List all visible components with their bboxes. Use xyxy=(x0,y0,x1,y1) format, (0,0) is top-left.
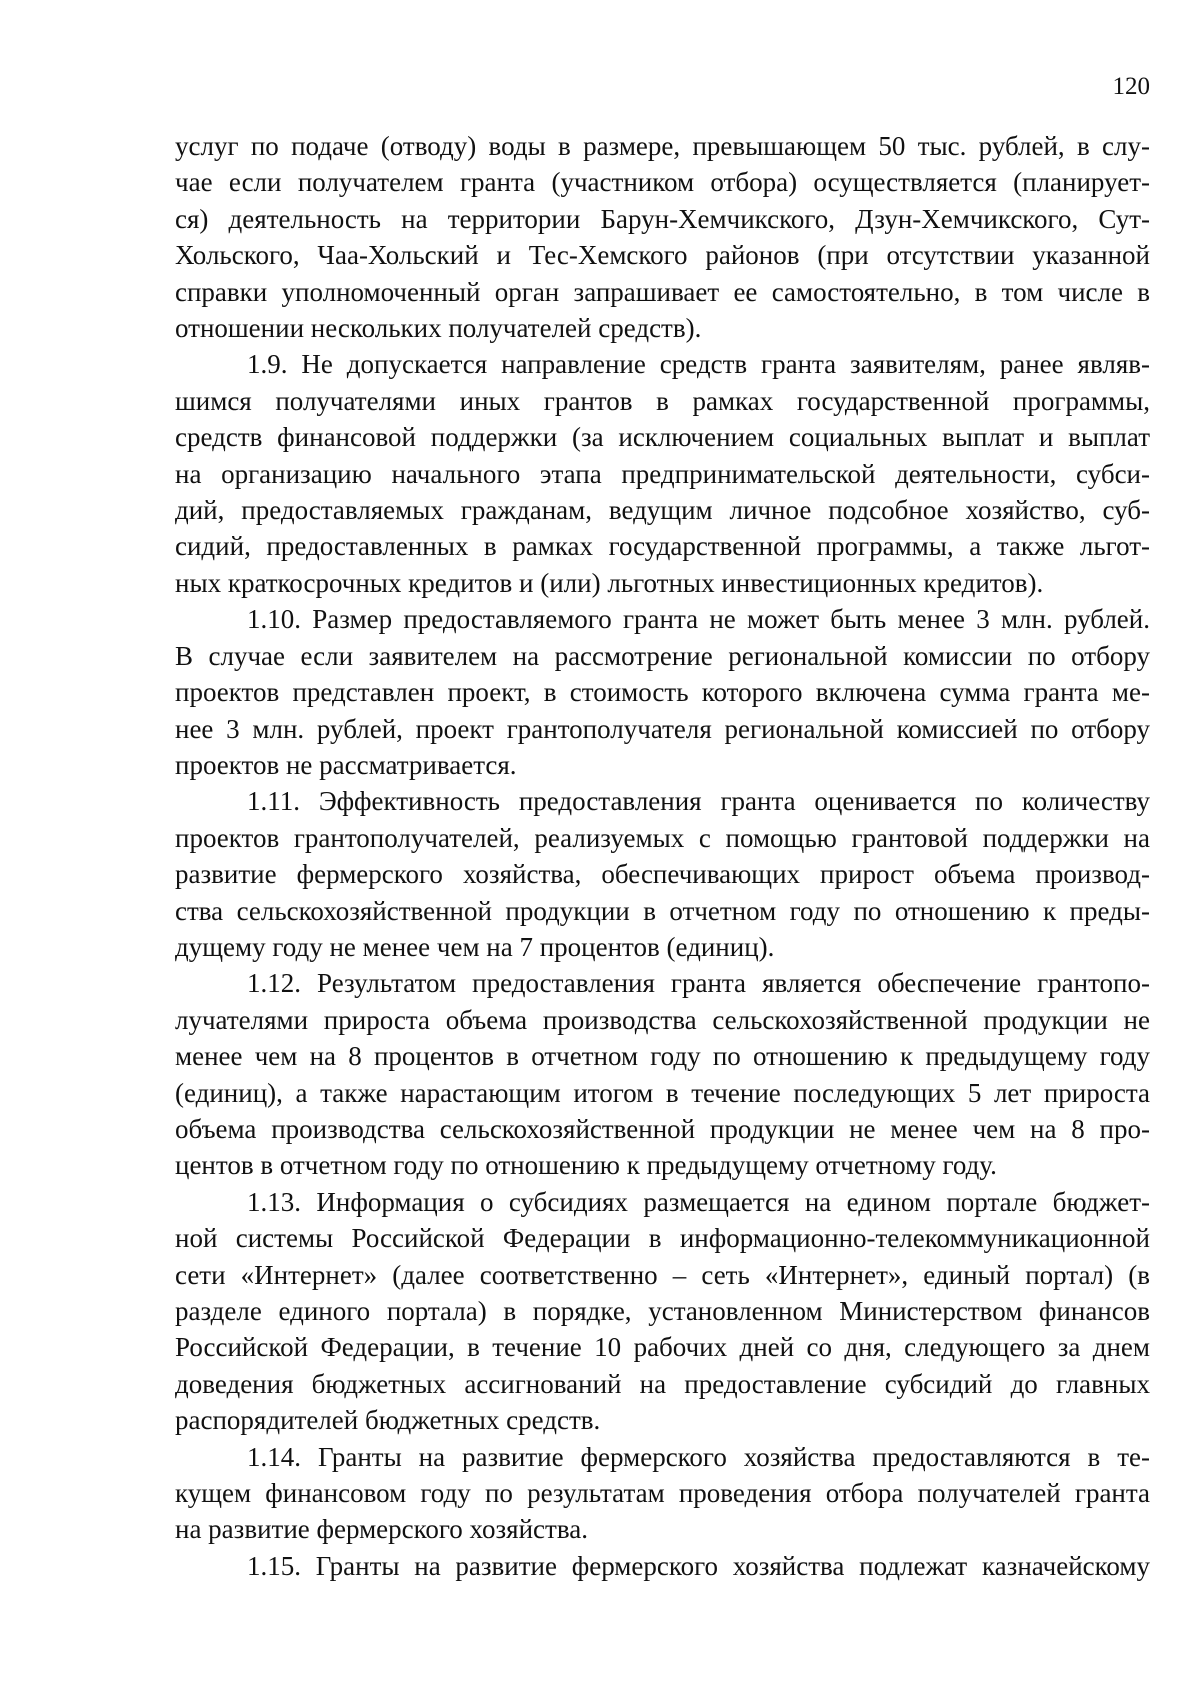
text-line: услуг по подаче (отводу) воды в размере, превышающем 50 тыс. рублей, в слу- xyxy=(175,131,1150,161)
text-line: сети «Интернет» (далее соответственно – сеть «Интернет», единый портал) (в xyxy=(175,1259,1150,1290)
text-line: проектов представлен проект, в стоимость которого включена сумма гранта ме- xyxy=(175,677,1150,708)
text-line: проектов грантополучателей, реализуемых с помощью грантовой поддержки на xyxy=(175,822,1150,853)
text-line: доведения бюджетных ассигнований на предоставление субсидий до главных xyxy=(175,1368,1150,1399)
text-line: шимся получателями иных грантов в рамках государственной программы, xyxy=(175,385,1150,416)
text-line: на развитие фермерского хозяйства. xyxy=(175,1514,588,1545)
paragraph-1-13-start: 1.13. Информация о субсидиях размещается на едином портале бюджет- xyxy=(247,1186,1150,1217)
paragraph-1-11-start: 1.11. Эффективность предоставления гранта оценивается по количеству xyxy=(247,786,1150,817)
text-line: сидий, предоставленных в рамках государственной программы, а также льгот- xyxy=(175,531,1150,562)
text-line: дущему году не менее чем на 7 процентов (единиц). xyxy=(175,931,775,962)
text-line: распорядителей бюджетных средств. xyxy=(175,1405,601,1436)
text-line: проектов не рассматривается. xyxy=(175,749,517,780)
text-line: отношении нескольких получателей средств). xyxy=(175,313,702,344)
text-line: ной системы Российской Федерации в информационно-телекоммуникационной xyxy=(175,1223,1150,1254)
text-line: развитие фермерского хозяйства, обеспечивающих прирост объема производ- xyxy=(175,859,1150,890)
text-line: В случае если заявителем на рассмотрение региональной комиссии по отбору xyxy=(175,640,1150,671)
paragraph-1-15-start: 1.15. Гранты на развитие фермерского хозяйства подлежат казначейскому xyxy=(247,1550,1150,1581)
text-line: средств финансовой поддержки (за исключением социальных выплат и выплат xyxy=(175,422,1150,453)
text-line: чае если получателем гранта (участником отбора) осуществляется (планирует- xyxy=(175,167,1150,198)
paragraph-1-12-start: 1.12. Результатом предоставления гранта является обеспечение грантопо- xyxy=(247,968,1150,999)
text-line: дий, предоставляемых гражданам, ведущим личное подсобное хозяйство, суб- xyxy=(175,495,1150,526)
text-line: на организацию начального этапа предпринимательской деятельности, субси- xyxy=(175,458,1150,489)
text-line: (единиц), а также нарастающим итогом в течение последующих 5 лет прироста xyxy=(175,1077,1150,1108)
text-line: справки уполномоченный орган запрашивает ее самостоятельно, в том числе в xyxy=(175,276,1150,307)
text-line: Хольского, Чаа-Хольский и Тес-Хемского районов (при отсутствии указанной xyxy=(175,240,1150,271)
text-line: лучателями прироста объема производства сельскохозяйственной продукции не xyxy=(175,1004,1150,1035)
text-line: разделе единого портала) в порядке, установленном Министерством финансов xyxy=(175,1296,1150,1326)
text-line: нее 3 млн. рублей, проект грантополучателя региональной комиссией по отбору xyxy=(175,713,1150,744)
text-line: ства сельскохозяйственной продукции в отчетном году по отношению к преды- xyxy=(175,895,1150,926)
paragraph-1-14-start: 1.14. Гранты на развитие фермерского хозяйства предоставляются в те- xyxy=(247,1441,1150,1472)
text-line: ных краткосрочных кредитов и (или) льготных инвестиционных кредитов). xyxy=(175,567,1044,598)
text-line: объема производства сельскохозяйственной продукции не менее чем на 8 про- xyxy=(175,1113,1150,1144)
paragraph-1-10-start: 1.10. Размер предоставляемого гранта не может быть менее 3 млн. рублей. xyxy=(247,604,1150,635)
page-number: 120 xyxy=(1112,73,1150,100)
text-line: центов в отчетном году по отношению к предыдущему отчетному году. xyxy=(175,1150,997,1181)
text-line: менее чем на 8 процентов в отчетном году по отношению к предыдущему году xyxy=(175,1041,1150,1072)
text-line: кущем финансовом году по результатам проведения отбора получателей гранта xyxy=(175,1478,1150,1509)
paragraph-1-9-start: 1.9. Не допускается направление средств гранта заявителям, ранее являв- xyxy=(247,349,1150,380)
text-line: ся) деятельность на территории Барун-Хемчикского, Дзун-Хемчикского, Сут- xyxy=(175,203,1150,234)
document-body xyxy=(175,128,1150,1584)
text-line: Российской Федерации, в течение 10 рабочих дней со дня, следующего за днем xyxy=(175,1332,1150,1363)
